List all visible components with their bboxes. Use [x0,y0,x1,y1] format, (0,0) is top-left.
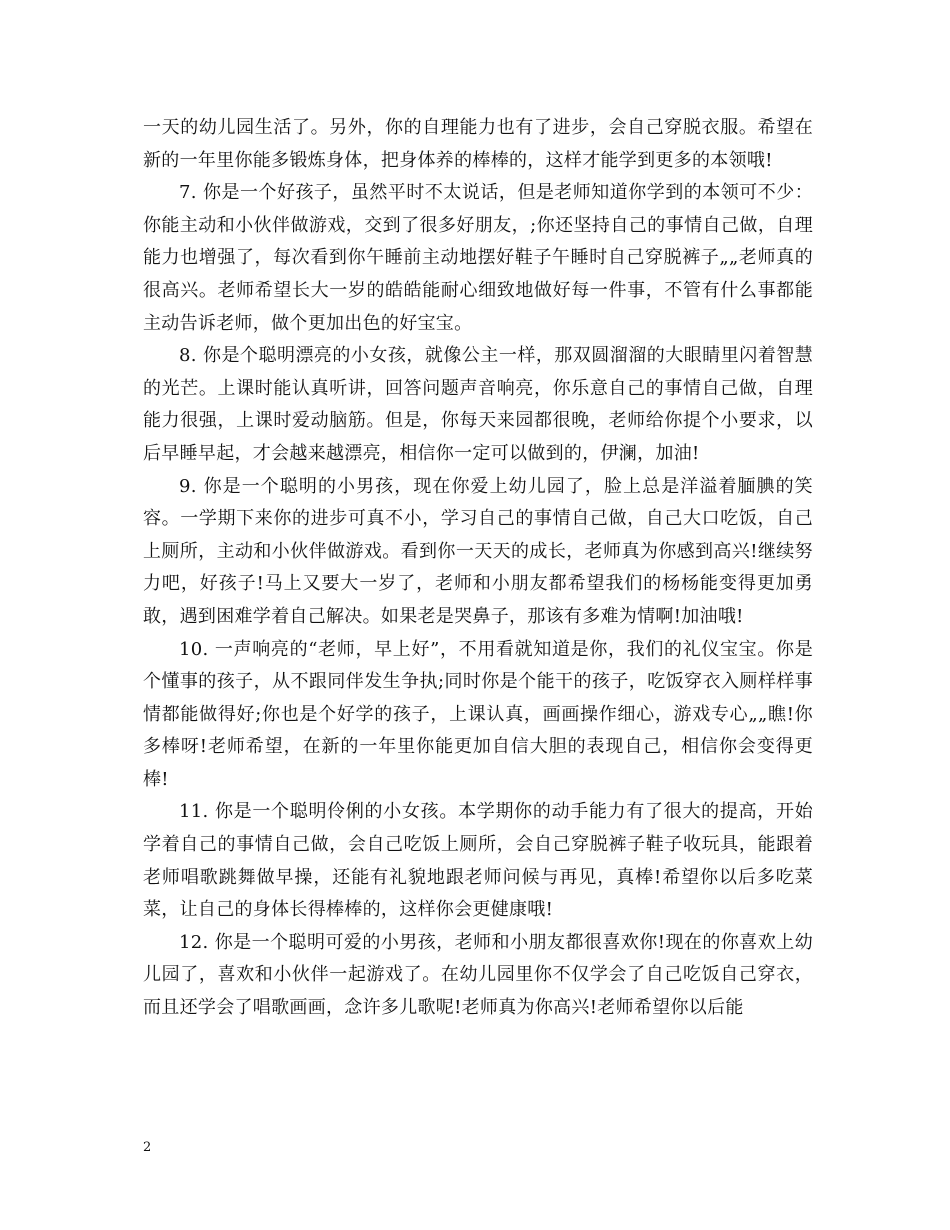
page-number: 2 [143,1140,152,1155]
body-text [143,112,813,1025]
paragraph-continuation: 一天的幼儿园生活了。另外，你的自理能力也有了进步，会自己穿脱衣服。希望在新的一年里你能多锻炼身体，把身体养的棒棒的，这样才能学到更多的本领哦! [143,117,813,171]
paragraph-9: 9. 你是一个聪明的小男孩，现在你爱上幼儿园了，脸上总是洋溢着腼腆的笑容。一学期下来你的进步可真不小，学习自己的事情自己做，自己大口吃饭，自己上厕所，主动和小伙伴做游戏。看到你一天天的成长，老师真为你感到高兴!继续努力吧，好孩子!马上又要大一岁了，老师和小朋友都希望我们的杨杨能变得更加勇敢，遇到困难学着自己解决。如果老是哭鼻子，那该有多难为情啊!加油哦! [143,475,813,627]
paragraph-12: 12. 你是一个聪明可爱的小男孩，老师和小朋友都很喜欢你!现在的你喜欢上幼儿园了，喜欢和小伙伴一起游戏了。在幼儿园里你不仅学会了自己吃饭自己穿衣，而且还学会了唱歌画画，念许多儿歌呢!老师真为你高兴!老师希望你以后能 [143,931,813,1019]
paragraph-7: 7. 你是一个好孩子，虽然平时不太说话，但是老师知道你学到的本领可不少：你能主动和小伙伴做游戏，交到了很多好朋友，;你还坚持自己的事情自己做，自理能力也增强了，每次看到你午睡前主动地摆好鞋子午睡时自己穿脱裤子„„老师真的很高兴。老师希望长大一岁的皓皓能耐心细致地做好每一件事，不管有什么事都能主动告诉老师，做个更加出色的好宝宝。 [143,182,813,334]
paragraph-8: 8. 你是个聪明漂亮的小女孩，就像公主一样，那双圆溜溜的大眼睛里闪着智慧的光芒。上课时能认真听讲，回答问题声音响亮，你乐意自己的事情自己做，自理能力很强，上课时爱动脑筋。但是，你每天来园都很晚，老师给你提个小要求，以后早睡早起，才会越来越漂亮，相信你一定可以做到的，伊澜，加油! [143,345,813,464]
paragraph-11: 11. 你是一个聪明伶俐的小女孩。本学期你的动手能力有了很大的提高，开始学着自己的事情自己做，会自己吃饭上厕所，会自己穿脱裤子鞋子收玩具，能跟着老师唱歌跳舞做早操，还能有礼貌地跟老师问候与再见，真棒!希望你以后多吃菜菜，让自己的身体长得棒棒的，这样你会更健康哦! [143,801,813,921]
paragraph-10: 10. 一声响亮的“老师，早上好”，不用看就知道是你，我们的礼仪宝宝。你是个懂事的孩子，从不跟同伴发生争执;同时你是个能干的孩子，吃饭穿衣入厕样样事情都能做得好;你也是个好学的孩子，上课认真，画画操作细心，游戏专心„„瞧!你多棒呀!老师希望，在新的一年里你能更加自信大胆的表现自己，相信你会变得更棒! [143,638,813,790]
